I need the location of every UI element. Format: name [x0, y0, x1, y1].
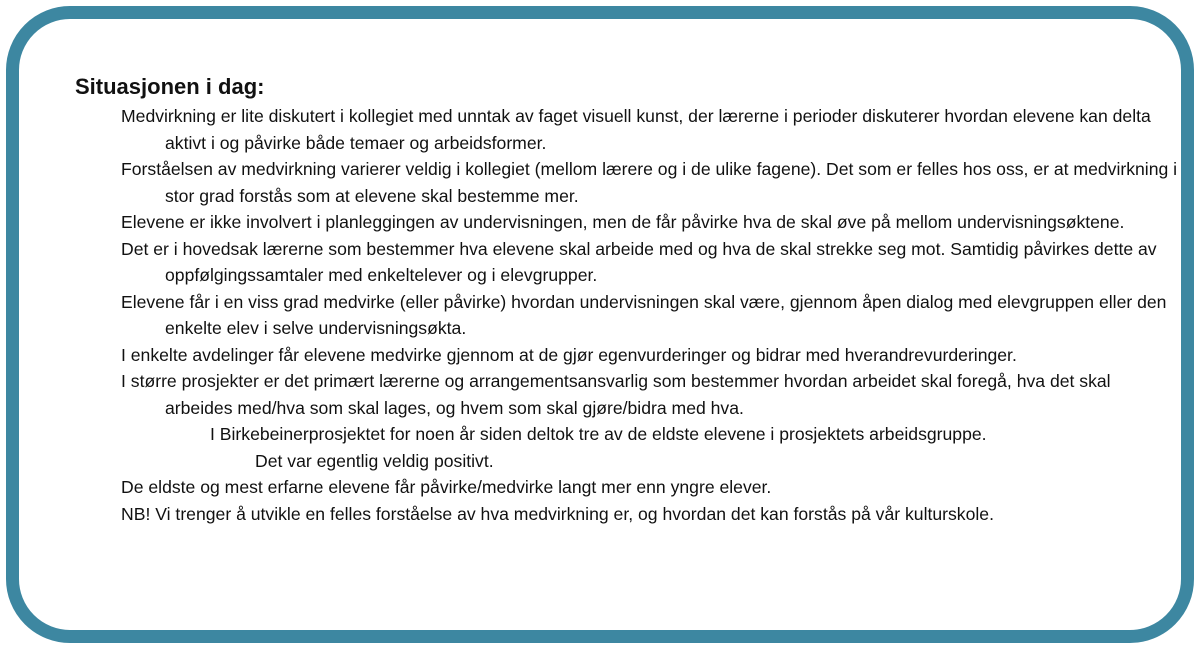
- list-item: Elevene får i en viss grad medvirke (eller påvirke) hvordan undervisningen skal være, gjennom åpen dialog med elevgruppen eller den enkelte elev i selve undervisningsøkta.: [121, 291, 1167, 338]
- list-item: De eldste og mest erfarne elevene får påvirke/medvirke langt mer enn yngre elever.: [121, 477, 772, 497]
- list-item: Forståelsen av medvirkning varierer veldig i kollegiet (mellom lærere og i de ulike fagene). Det som er felles hos oss, er at medvirkning i stor grad forstås som at elevene skal bestemme mer.: [121, 159, 1178, 206]
- list-item: NB! Vi trenger å utvikle en felles forståelse av hva medvirkning er, og hvordan det kan forstås på vår kulturskole.: [121, 503, 994, 524]
- heading: Situasjonen i dag:: [75, 74, 265, 99]
- sub-list-item: I Birkebeinerprosjektet for noen år siden deltok tre av de eldste elevene i prosjektets arbeidsgruppe.: [210, 424, 987, 444]
- list-item: I enkelte avdelinger får elevene medvirke gjennom at de gjør egenvurderinger og bidrar med hverandrevurderinger.: [121, 344, 1017, 365]
- list-item: Det er i hovedsak lærerne som bestemmer hva elevene skal arbeide med og hva de skal strekke seg mot. Samtidig påvirkes dette av oppfølgingssamtaler med enkeltelever og i elevgrupper.: [121, 238, 1157, 285]
- rounded-border-frame: [6, 6, 1194, 643]
- sub-sub-list-item: Det var egentlig veldig positivt.: [255, 450, 494, 471]
- text-content: [75, 71, 1185, 527]
- list-item: I større prosjekter er det primært lærerne og arrangementsansvarlig som bestemmer hvordan arbeidet skal foregå, hva det skal arbeides med/hva som skal lages, og hvem som skal gjøre/bidra med hva.: [121, 371, 1111, 418]
- list-item: Medvirkning er lite diskutert i kollegiet med unntak av faget visuell kunst, der lærerne i perioder diskuterer hvordan elevene kan delta aktivt i og påvirke både temaer og arbeidsformer.: [121, 106, 1151, 153]
- list-item: Elevene er ikke involvert i planleggingen av undervisningen, men de får påvirke hva de skal øve på mellom undervisningsøktene.: [121, 212, 1125, 232]
